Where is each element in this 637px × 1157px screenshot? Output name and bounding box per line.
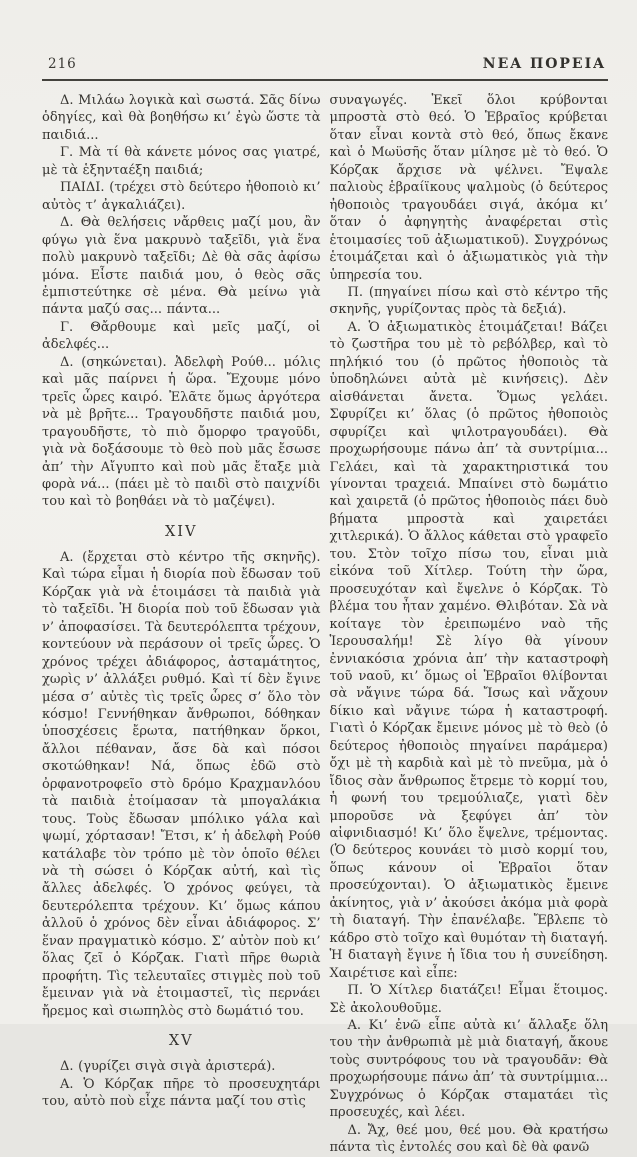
dialogue-paragraph: Δ. Θὰ θελήσεις νἄρθεις μαζί μου, ἂν φύγω γιὰ ἕνα μακρυνὸ ταξεῖδι, γιὰ ἕνα πολὺ μακρυνὸ ταξεῖδι; Δὲ θὰ σᾶς ἀφίσω μόνα. Εἶστε παιδιά μου, ὁ θεὸς σᾶς ἐμπιστεύτηκε σὲ μένα. Θὰ μείνω γιὰ πάντα μαζύ σας... πάντα... <box>42 215 321 318</box>
dialogue-paragraph: Δ. Ἄχ, θεέ μου, θεέ μου. Θὰ κρατήσω πάντα τὶς ἐντολές σου καὶ δὲ θὰ φανῶ <box>329 1122 608 1156</box>
text-columns <box>42 92 608 1157</box>
continued-paragraph: συναγωγές. Ἐκεῖ ὅλοι κρύβονται μπροστὰ στὸ θεό. Ὁ Ἑβραῖος κρύβεται ὅταν εἶναι κοντὰ στὸ θεό, ὅπως ἔκανε καὶ ὁ Μωϋσῆς ὅταν μίλησε μὲ τὸ θεό. Ὁ Κόρζακ ἄρχισε νὰ ψέλνει. Ἔψαλε παλιοὺς ἑβραίϊκους ψαλμοὺς (ὁ δεύτερος ἠθοποιὸς τραγουδάει σιγά, ἀκόμα κι’ ὅταν ὁ ἀφηγητὴς ἀναφέρεται στὶς ἑτοιμασίες τοῦ ἀξιωματικοῦ). Συγχρόνως ἑτοιμάζεται καὶ ὁ ἀξιωματικὸς γιὰ τὴν ὑπηρεσία του. <box>329 93 608 283</box>
journal-title: ΝΕΑ ΠΟΡΕΙΑ <box>482 56 606 72</box>
page-number: 216 <box>48 56 77 72</box>
right-column <box>330 92 609 1157</box>
narration-paragraph: Α. (ἔρχεται στὸ κέντρο τῆς σκηνῆς). Καὶ τώρα εἶμαι ἡ διορία ποὺ ἔδωσαν τοῦ Κόρζακ γιὰ νὰ ἑτοιμάσει τὰ παιδιὰ γιὰ τὸ ταξεῖδι. Ἡ διορία ποὺ τοῦ ἔδωσαν γιὰ ν’ ἀποφασίσει. Τὰ δευτερόλεπτα τρέχουν, κοντεύουν νὰ περάσουν οἱ τρεῖς ὧρες. Ὁ χρόνος τρέχει ἀδιάφορος, ἀσταμάτητος, χωρὶς ν’ ἀλλάξει ρυθμό. Καὶ τί δὲν ἔγινε μέσα σ’ αὐτὲς τὶς τρεῖς ὧρες σ’ ὅλο τὸν κόσμο! Γεννήθηκαν ἄνθρωποι, δόθηκαν ὑποσχέσεις ἔρωτα, πατήθηκαν ὅρκοι, ἄλλοι πέθαναν, ἄσε δὰ καὶ πόσοι σκοτώθηκαν! Νά, ὅπως ἐδῶ στὸ ὀρφανοτροφεῖο στὸ δρόμο Κραχμανλόου τὰ παιδιὰ ἑτοίμασαν τὰ μπογαλάκια τους. Τοὺς ἔδωσαν μπόλικο γάλα καὶ ψωμί, χόρτασαν! Ἔτσι, κ’ ἡ ἀδελφὴ Ρούθ κατάλαβε τὸν τρόπο μὲ τὸν ὁποῖο θέλει νὰ τὴ σώσει ὁ Κόρζακ αὐτή, καὶ τὶς ἄλλες ἀδελφές. Ὁ χρόνος φεύγει, τὰ δευτερόλεπτα τρέχουν. Κι’ ὅμως κάπου ἀλλοῦ ὁ χρόνος δὲν εἶναι ἀδιάφορος. Σ’ ἕναν πραγματικὸ κόσμο. Σ’ αὐτὸν ποὺ κι’ ὅλας ζεῖ ὁ Κόρζακ. Γιατὶ πῆρε θωριὰ προφήτη. Τὶς τελευταῖες στιγμὲς ποὺ τοῦ ἔμειναν γιὰ νὰ ἑτοιμαστεῖ, τὶς περνάει ἤρεμος καὶ σιωπηλὸς στὸ δωμάτιό του. <box>42 549 321 1019</box>
page-header <box>42 56 608 72</box>
narration-paragraph: Α. Κι’ ἐνῶ εἶπε αὐτὰ κι’ ἄλλαξε ὅλη του τὴν ἀνθρωπιὰ μὲ μιὰ διαταγή, ἄκουε τοὺς συντρόφους του νὰ τραγουδᾶν: Θὰ προχωρήσουμε πάνω ἀπ’ τὰ συντρίμμια... Συγχρόνως ὁ Κόρζακ σταματάει τὶς προσευχές, καὶ λέει. <box>329 1018 608 1121</box>
dialogue-paragraph: ΠΑΙΔΙ. (τρέχει στὸ δεύτερο ἠθοποιὸ κι’ αὐτὸς τ’ ἀγκαλιάζει). <box>42 180 321 213</box>
dialogue-paragraph: Γ. Μὰ τί θὰ κάνετε μόνος σας γιατρέ, μὲ τὰ ἑξηνταέξη παιδιά; <box>42 145 321 178</box>
scene-heading-xiv: XIV <box>164 523 198 540</box>
scene-heading-xv: XV <box>168 1033 194 1050</box>
dialogue-paragraph: Γ. Θἄρθουμε καὶ μεῖς μαζί, οἱ ἀδελφές... <box>42 319 321 353</box>
dialogue-paragraph: Π. Ὁ Χίτλερ διατάζει! Εἶμαι ἕτοιμος. Σὲ ἀκολουθοῦμε. <box>329 983 608 1016</box>
dialogue-paragraph: Δ. (γυρίζει σιγὰ σιγὰ ἀριστερά). <box>60 1059 276 1075</box>
dialogue-paragraph: Δ. Μιλάω λογικὰ καὶ σωστά. Σᾶς δίνω ὁδηγίες, καὶ θὰ βοηθήσω κι’ ἐγὼ ὥστε τὰ παιδιά... <box>42 93 321 143</box>
header-rule <box>42 79 608 81</box>
dialogue-paragraph: Α. Ὁ Κόρζακ πῆρε τὸ προσευχητάρι του, αὐτὸ ποὺ εἶχε πάντα μαζί του στὶς <box>42 1076 321 1110</box>
left-column <box>42 92 321 1157</box>
narration-paragraph: Α. Ὁ ἀξιωματικὸς ἑτοιμάζεται! Βάζει τὸ ζωστῆρα του μὲ τὸ ρεβόλβερ, καὶ τὸ πηλήκιό του (ὁ πρῶτος ἠθοποιὸς τὰ ὑποδηλώνει αὐτὰ μὲ κινήσεις). Δὲν αἰσθάνεται ἄνετα. Ὅμως γελάει. Σφυρίζει κι’ ὅλας (ὁ πρῶτος ἠθοποιὸς σφυρίζει καὶ ψιλοτραγουδάει). Θὰ προχωρήσουμε πάνω ἀπ’ τὰ συντρίμια... Γελάει, καὶ τὰ χαρακτηριστικά του γίνονται τραχειά. Μπαίνει στὸ δωμάτιο καὶ χαιρετᾶ (ὁ πρῶτος ἠθοποιὸς πάει δυὸ βήματα μπροστὰ καὶ χαιρετάει χιτλερικά). Ὁ ἄλλος κάθεται στὸ γραφεῖο του. Στὸν τοῖχο πίσω του, εἶναι μιὰ εἰκόνα τοῦ Χίτλερ. Τούτη τὴν ὥρα, προσευχόταν καὶ ἔψελνε ὁ Κόρζακ. Τὸ βλέμα του ἦταν χαμένο. Θλιβόταν. Σὰ νὰ κοίταγε τὸν ἐρειπωμένο ναὸ τῆς Ἱερουσαλήμ! Σὲ λίγο θὰ γίνουν ἐννιακόσια χρόνια ἀπ’ τὴν καταστροφὴ τοῦ ναοῦ, κι’ ὅμως οἱ Ἑβραῖοι θλίβονται σὰ νἄγινε τώρα δά. Ἴσως καὶ νἄχουν δίκιο καὶ νἄγινε τώρα ἡ καταστροφή. Γιατὶ ὁ Κόρζακ ἔμεινε μόνος μὲ τὸ θεὸ (ὁ δεύτερος ἠθοποιὸς πηγαίνει παράμερα) ὄχι μὲ τὴ καρδιὰ καὶ μὲ τὸ πνεῦμα, μὰ ὁ ἴδιος σὰν ἄνθρωπος ἔτρεμε τὸ κορμί του, ἡ φωνή του τρεμούλιαζε, γιατὶ δὲν μποροῦσε νὰ ξεφύγει ἀπ’ τὸν αἰφνιδιασμό! Κι’ ὅλο ἔψελνε, τρέμοντας. (Ὁ δεύτερος κουνάει τὸ μισὸ κορμί του, ὅπως κάνουν οἱ Ἑβραῖοι ὅταν προσεύχονται). Ὁ ἀξιωματικὸς ἔμεινε ἀκίνητος, γιὰ ν’ ἀκούσει ἀκόμα μιὰ φορὰ τὴ διαταγή. Τὴν ἐπανέλαβε. Ἔβλεπε τὸ κάδρο στὸ τοῖχο καὶ θυμόταν τὴ διαταγή. Ἡ διαταγὴ ἔγινε ἡ ἴδια του ἡ συνείδηση. Χαιρέτισε καὶ εἶπε: <box>329 319 608 981</box>
dialogue-paragraph: Δ. (σηκώνεται). Ἀδελφὴ Ρούθ... μόλις καὶ μᾶς παίρνει ἡ ὥρα. Ἔχουμε μόνο τρεῖς ὧρες καιρό. Ἐλᾶτε ὅμως ἀργότερα νὰ μὲ βρῆτε... Τραγουδῆστε παιδιά μου, τραγουδῆστε, τὸ πιὸ ὄμορφο τραγοῦδι, γιὰ νὰ δοξάσουμε τὸ θεὸ ποὺ μᾶς ἔσωσε ἀπ’ τὴν Αἴγυπτο καὶ ποὺ μᾶς ἔταξε μιὰ φορὰ νά... (πάει μὲ τὸ παιδὶ στὸ παιχνίδι του καὶ τὸ βοηθάει νὰ τὸ μαζέψει). <box>42 354 321 510</box>
dialogue-paragraph: Π. (πηγαίνει πίσω καὶ στὸ κέντρο τῆς σκηνῆς, γυρίζοντας πρὸς τὰ δεξιά). <box>329 284 608 318</box>
